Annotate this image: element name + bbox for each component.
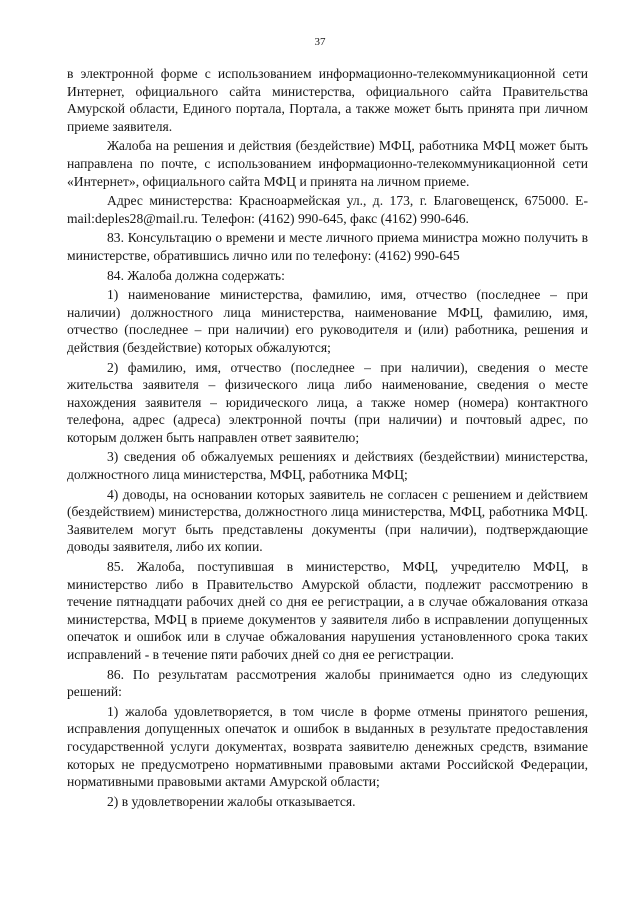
- paragraph-85: 85. Жалоба, поступившая в министерство, МФЦ, учредителю МФЦ, в министерство либо в Правительство Амурской области, подлежит рассмотрению в течение пятнадцати рабочих дней со дня ее регистрации, а в случае обжалования отказа министерства, МФЦ в приеме документов у заявителя либо в исправлении допущенных опечаток и ошибок или в случае обжалования нарушения установленного срока таких исправлений - в течение пяти рабочих дней со дня ее регистрации.: [67, 559, 588, 662]
- paragraph-86: 86. По результатам рассмотрения жалобы принимается одно из следующих решений:: [67, 666, 588, 700]
- paragraph-84-item-4: 4) доводы, на основании которых заявитель не согласен с решением и действием (бездействием) министерства, должностного лица министерства, МФЦ, работника МФЦ. Заявителем могут быть представлены документы (при наличии), подтверждающие доводы заявителя, либо их копии.: [67, 486, 588, 555]
- paragraph-86-item-2: 2) в удовлетворении жалобы отказывается.: [107, 793, 356, 809]
- paragraph-84-item-3: 3) сведения об обжалуемых решениях и действиях (бездействии) министерства, должностного лица министерства, МФЦ, работника МФЦ;: [67, 449, 588, 483]
- paragraph-83: 83. Консультацию о времени и месте личного приема министра можно получить в министерстве, обратившись лично или по телефону: (4162) 990-645: [67, 230, 588, 263]
- paragraph-ministry-address: Адрес министерства: Красноармейская ул., д. 173, г. Благовещенск, 675000. E-mail:deples28@mail.ru. Телефон: (4162) 990-645, факс (4162) 990-646.: [67, 193, 588, 226]
- paragraph-continuation: в электронной форме с использованием информационно-телекоммуникационной сети Интернет, официального сайта министерства, официального сайта Правительства Амурской области, Единого портала, Портала, а также может быть принята при личном приеме заявителя.: [67, 66, 588, 134]
- paragraph-84: 84. Жалоба должна содержать:: [107, 267, 285, 283]
- paragraph-86-item-1: 1) жалоба удовлетворяется, в том числе в форме отмены принятого решения, исправления допущенных опечаток и ошибок в выданных в результате предоставления государственной услуги документах, возврата заявителю денежных средств, взимание которых не предусмотрено нормативными правовыми актами Российской Федерации, нормативными правовыми актами Амурской области;: [67, 703, 588, 790]
- page-number: 37: [314, 36, 326, 48]
- document-body: [67, 65, 588, 810]
- paragraph-84-item-2: 2) фамилию, имя, отчество (последнее – при наличии), сведения о месте жительства заявителя – физического лица либо наименование, сведения о месте нахождения заявителя – юридического лица, а также номер (номера) контактного телефона, адрес (адреса) электронной почты (при наличии) и почтовый адрес, по которым должен быть направлен ответ заявителю;: [67, 359, 588, 445]
- paragraph-mfc-complaint: Жалоба на решения и действия (бездействие) МФЦ, работника МФЦ может быть направлена по почте, с использованием информационно-телекоммуникационной сети «Интернет», официального сайта МФЦ и принята на личном приеме.: [67, 138, 588, 189]
- paragraph-84-item-1: 1) наименование министерства, фамилию, имя, отчество (последнее – при наличии) должностного лица министерства, наименование МФЦ, фамилию, имя, отчество (последнее – при наличии) его руководителя и (или) работника, решения и действия (бездействие) которых обжалуются;: [67, 287, 588, 355]
